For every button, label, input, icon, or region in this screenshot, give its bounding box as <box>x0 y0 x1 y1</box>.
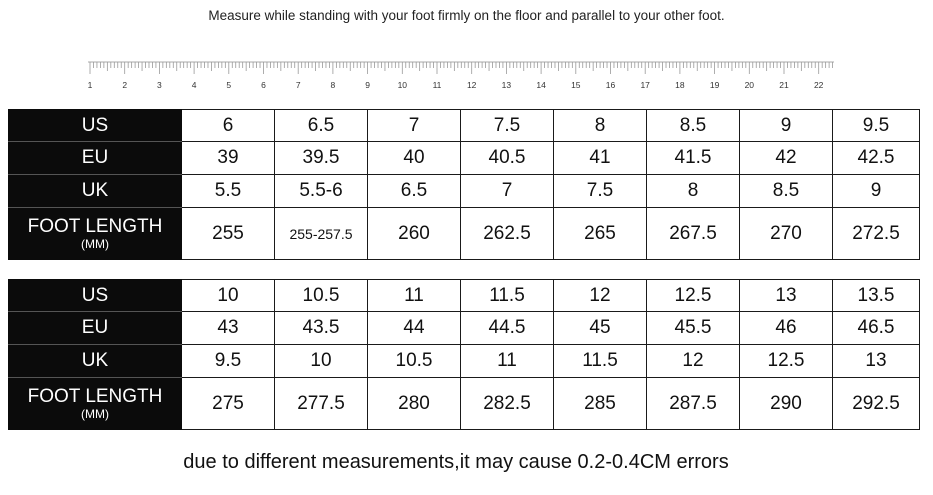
ruler-label: 4 <box>191 80 197 90</box>
size-cell: 290 <box>740 378 833 430</box>
size-cell: 42.5 <box>833 142 920 175</box>
ruler-label: 21 <box>779 80 789 90</box>
size-cell: 9 <box>740 110 833 142</box>
table-row <box>9 378 920 430</box>
size-cell: 8 <box>554 110 647 142</box>
row-header <box>9 208 182 260</box>
size-cell: 39.5 <box>275 142 368 175</box>
row-header-label: FOOT LENGTH <box>27 386 163 407</box>
size-cell: 12.5 <box>647 280 740 312</box>
ruler-label: 20 <box>744 80 755 90</box>
size-cell: 12.5 <box>740 345 833 378</box>
ruler-label: 13 <box>501 80 512 90</box>
size-cell: 40.5 <box>461 142 554 175</box>
row-header-label: FOOT LENGTH <box>27 216 163 237</box>
size-cell: 46.5 <box>833 312 920 345</box>
size-cell: 285 <box>554 378 647 430</box>
table-row <box>9 312 920 345</box>
ruler-label: 14 <box>536 80 546 90</box>
size-cell: 5.5-6 <box>275 175 368 208</box>
size-cell: 11.5 <box>554 345 647 378</box>
size-cell: 11 <box>461 345 554 378</box>
row-header <box>9 280 182 312</box>
ruler-label: 8 <box>330 80 336 90</box>
size-table-2 <box>8 279 920 430</box>
row-header-label: UK <box>81 350 109 371</box>
size-cell: 43 <box>182 312 275 345</box>
size-cell: 12 <box>554 280 647 312</box>
size-cell: 265 <box>554 208 647 260</box>
size-cell: 292.5 <box>833 378 920 430</box>
row-header-unit: (MM) <box>81 407 109 421</box>
size-cell: 270 <box>740 208 833 260</box>
size-cell: 282.5 <box>461 378 554 430</box>
size-cell: 41.5 <box>647 142 740 175</box>
size-cell: 7.5 <box>461 110 554 142</box>
size-cell: 6.5 <box>275 110 368 142</box>
size-cell: 45.5 <box>647 312 740 345</box>
size-cell: 40 <box>368 142 461 175</box>
size-cell: 8.5 <box>740 175 833 208</box>
size-cell: 277.5 <box>275 378 368 430</box>
table-row <box>9 110 920 142</box>
row-header-unit: (MM) <box>81 237 109 251</box>
row-header-label: US <box>81 114 109 136</box>
size-cell: 260 <box>368 208 461 260</box>
size-cell: 8 <box>647 175 740 208</box>
ruler <box>86 58 836 94</box>
ruler-label: 16 <box>605 80 616 90</box>
size-table-1 <box>8 109 920 260</box>
ruler-graphic <box>86 58 836 94</box>
row-header <box>9 142 182 175</box>
ruler-label: 12 <box>466 80 477 90</box>
size-cell: 45 <box>554 312 647 345</box>
size-cell: 41 <box>554 142 647 175</box>
ruler-label: 7 <box>295 80 301 90</box>
size-cell: 5.5 <box>182 175 275 208</box>
size-cell: 272.5 <box>833 208 920 260</box>
size-cell: 13 <box>740 280 833 312</box>
size-cell: 9.5 <box>182 345 275 378</box>
table-row <box>9 345 920 378</box>
size-cell: 9 <box>833 175 920 208</box>
ruler-label: 2 <box>122 80 128 90</box>
size-cell: 8.5 <box>647 110 740 142</box>
size-cell: 11.5 <box>461 280 554 312</box>
row-header-label: EU <box>81 317 109 338</box>
size-cell: 7 <box>368 110 461 142</box>
ruler-label: 19 <box>709 80 720 90</box>
row-header <box>9 312 182 345</box>
size-cell: 267.5 <box>647 208 740 260</box>
size-cell: 10 <box>182 280 275 312</box>
ruler-label: 6 <box>261 80 266 90</box>
ruler-label: 11 <box>432 80 442 90</box>
size-cell: 13 <box>833 345 920 378</box>
ruler-label: 15 <box>571 80 581 90</box>
size-cell: 255-257.5 <box>275 208 368 260</box>
size-cell: 6 <box>182 110 275 142</box>
instruction-text: Measure while standing with your foot firmly on the floor and parallel to your other foot. <box>208 8 725 23</box>
ruler-label: 1 <box>87 80 93 90</box>
ruler-label: 22 <box>813 80 824 90</box>
size-cell: 6.5 <box>368 175 461 208</box>
row-header-label: UK <box>81 180 109 201</box>
size-cell: 44 <box>368 312 461 345</box>
table-row <box>9 142 920 175</box>
size-cell: 43.5 <box>275 312 368 345</box>
row-header <box>9 345 182 378</box>
size-cell: 13.5 <box>833 280 920 312</box>
size-cell: 10.5 <box>368 345 461 378</box>
size-cell: 275 <box>182 378 275 430</box>
ruler-label: 5 <box>226 80 232 90</box>
size-cell: 46 <box>740 312 833 345</box>
size-cell: 42 <box>740 142 833 175</box>
size-cell: 7 <box>461 175 554 208</box>
ruler-label: 17 <box>640 80 650 90</box>
ruler-label: 3 <box>157 80 162 90</box>
size-cell: 12 <box>647 345 740 378</box>
size-cell: 10 <box>275 345 368 378</box>
size-cell: 39 <box>182 142 275 175</box>
table-row <box>9 175 920 208</box>
size-cell: 280 <box>368 378 461 430</box>
size-cell: 255 <box>182 208 275 260</box>
ruler-label: 18 <box>675 80 685 90</box>
row-header-label: EU <box>81 147 109 168</box>
row-header <box>9 175 182 208</box>
size-cell: 9.5 <box>833 110 920 142</box>
measurement-error-note: due to different measurements,it may cause 0.2-0.4CM errors <box>183 451 729 473</box>
size-cell: 262.5 <box>461 208 554 260</box>
size-cell: 7.5 <box>554 175 647 208</box>
size-cell: 287.5 <box>647 378 740 430</box>
row-header <box>9 110 182 142</box>
row-header <box>9 378 182 430</box>
size-cell: 11 <box>368 280 461 312</box>
table-row <box>9 280 920 312</box>
row-header-label: US <box>81 284 109 306</box>
table-row <box>9 208 920 260</box>
size-cell: 44.5 <box>461 312 554 345</box>
ruler-label: 9 <box>365 80 370 90</box>
size-cell: 10.5 <box>275 280 368 312</box>
ruler-label: 10 <box>397 80 408 90</box>
